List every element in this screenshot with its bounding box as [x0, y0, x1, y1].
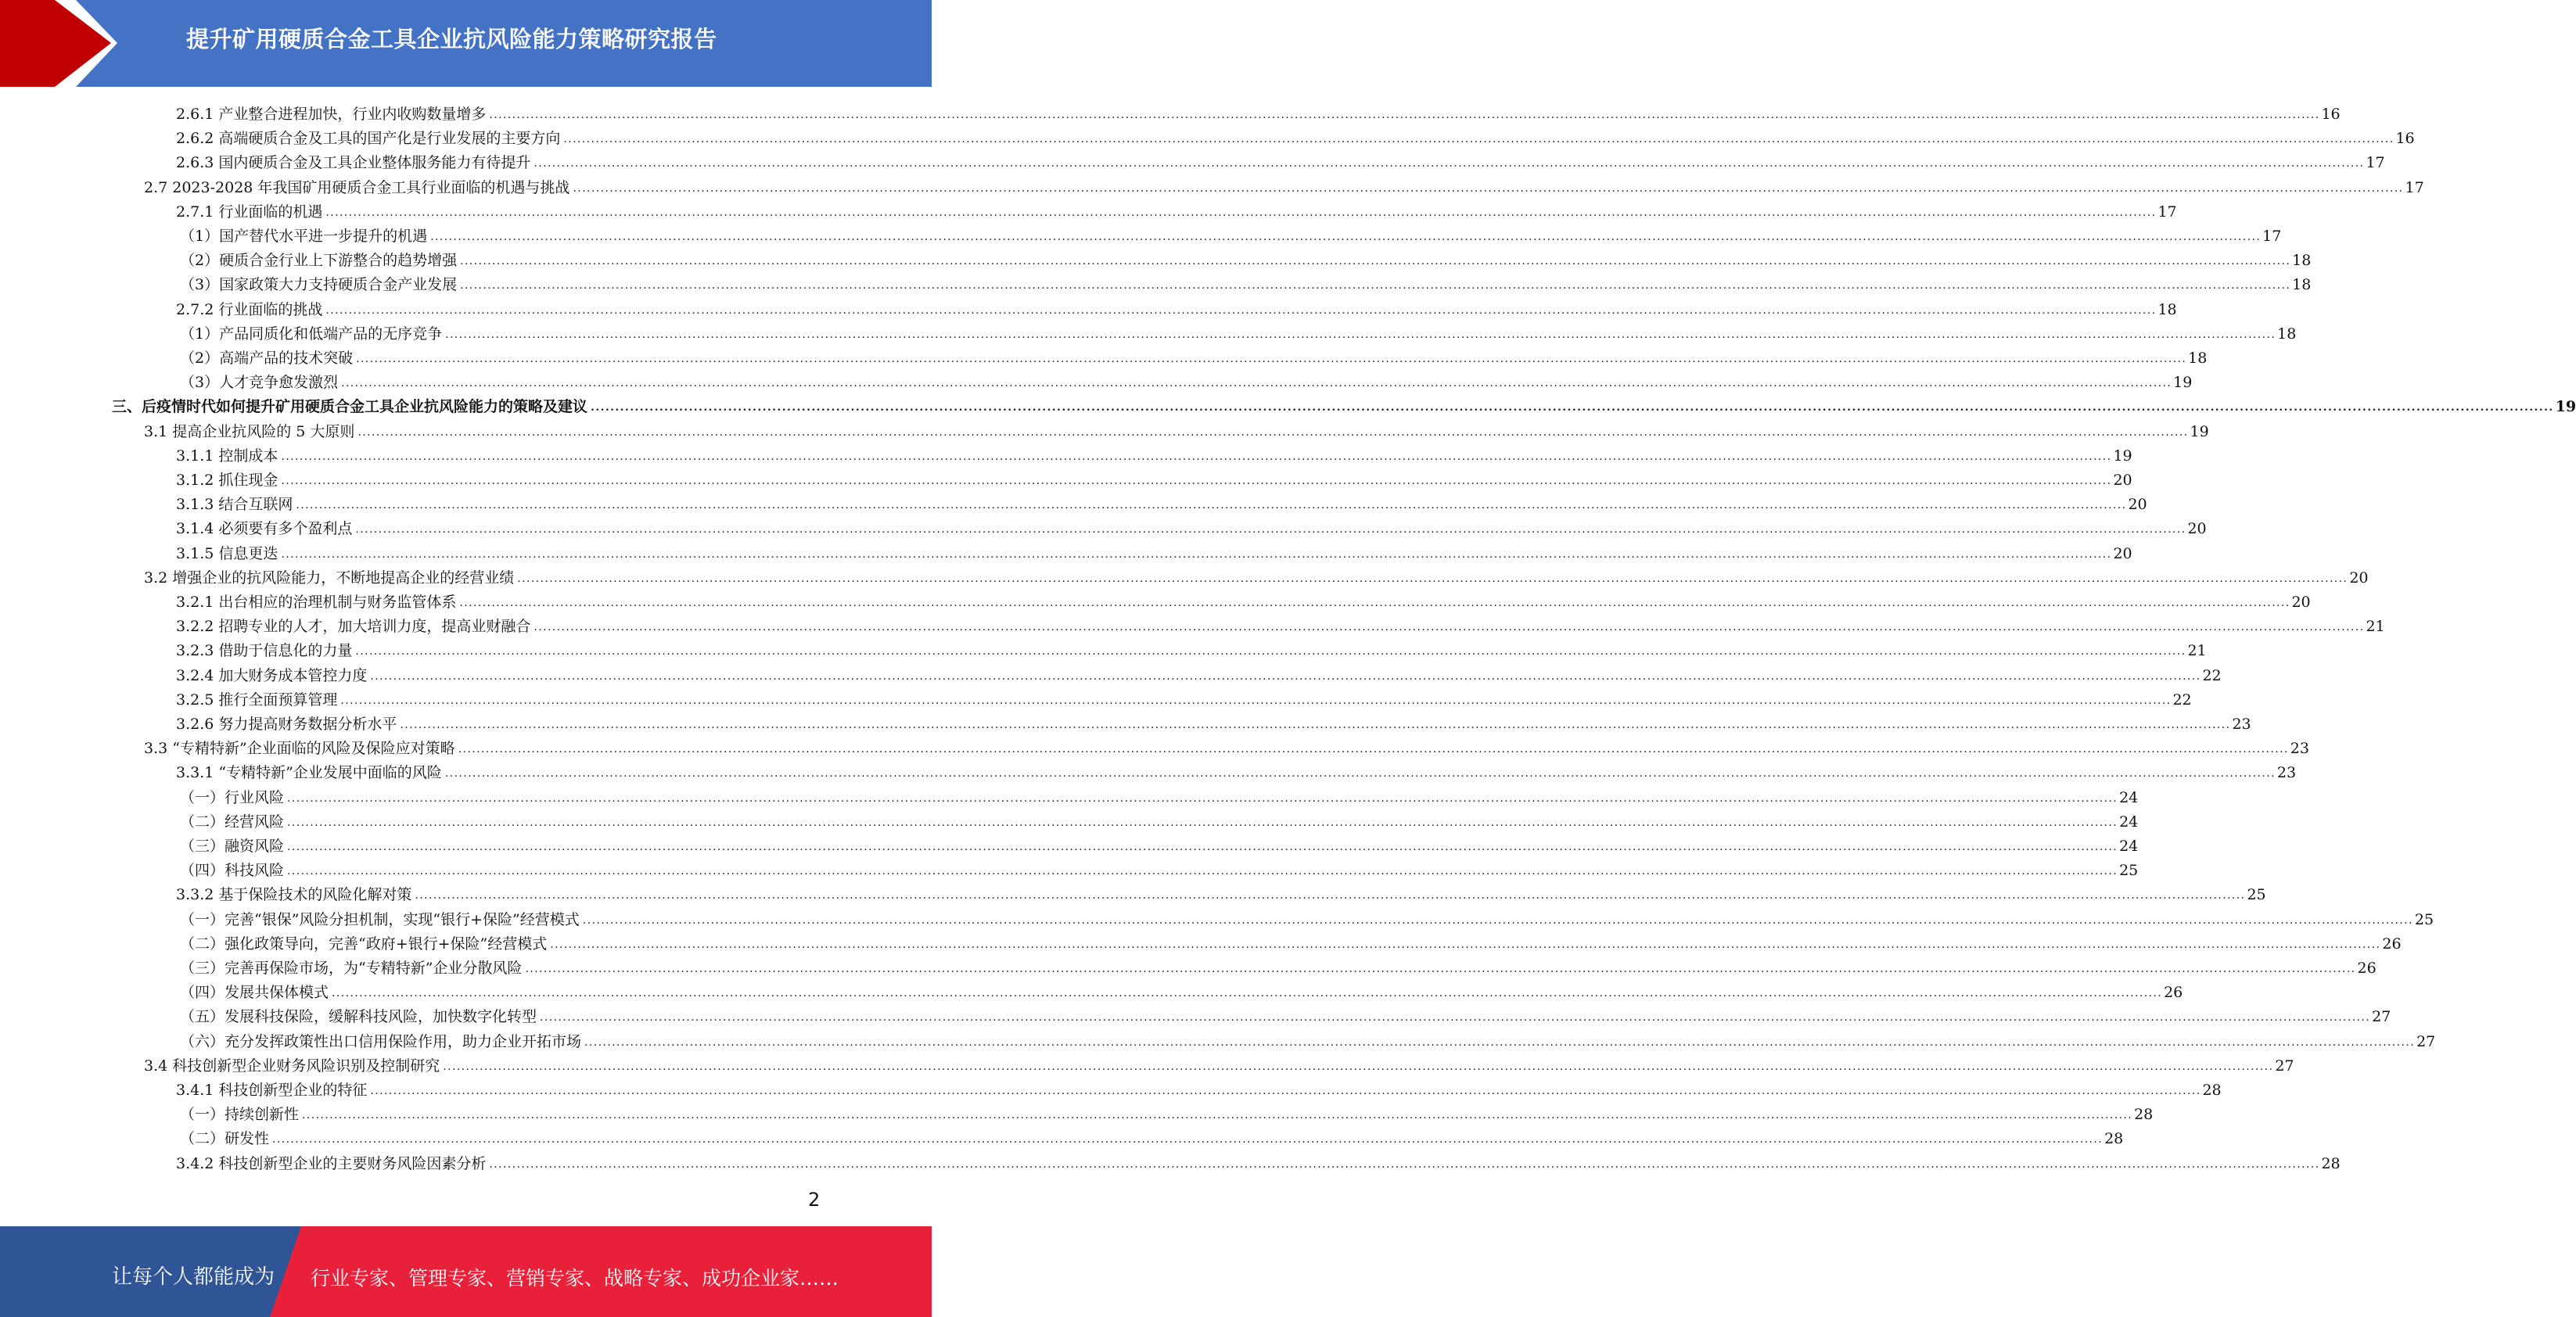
toc-entry[interactable]	[144, 563, 2369, 587]
toc-entry-label: 2.7.2 行业面临的挑战	[176, 301, 323, 318]
toc-entry-label: 2.6.2 高端硬质合金及工具的国产化是行业发展的主要方向	[176, 130, 561, 147]
toc-entry[interactable]	[180, 1002, 2391, 1026]
toc-entry-label: 3.4.2 科技创新型企业的主要财务风险因素分析	[176, 1155, 487, 1172]
toc-leader-dots: ................................................................................................................................................................................................................................................................................................................................................................................................................	[489, 1158, 2320, 1171]
toc-entry-label: （四）科技风险	[180, 862, 285, 879]
toc-entry-label: （六）充分发挥政策性出口信用保险作用，助力企业开拓市场	[180, 1033, 582, 1050]
toc-entry-label: 3.1.3 结合互联网	[176, 496, 293, 513]
toc-entry-label: （二）强化政策导向，完善“政府+银行+保险”经营模式	[180, 935, 548, 953]
toc-entry-label: 3.4.1 科技创新型企业的特征	[176, 1082, 368, 1099]
footer-slogan-right: 行业专家、管理专家、营销专家、战略专家、成功企业家……	[311, 1267, 839, 1290]
toc-entry[interactable]	[176, 1149, 2341, 1173]
toc-entry-page: 23	[2276, 764, 2297, 781]
toc-entry-page: 27	[2372, 1008, 2391, 1025]
toc-entry-label: 3.3 “专精特新”企业面临的风险及保险应对策略	[144, 740, 455, 757]
toc-entry[interactable]	[180, 905, 2434, 929]
toc-entry-page: 24	[2119, 813, 2139, 831]
toc-entry-page: 22	[2202, 667, 2222, 684]
toc-leader-dots: ................................................................................................................................................................................................................................................................................................................................................................................................................	[460, 279, 2291, 292]
toc-entry-page: 18	[2188, 350, 2208, 367]
toc-entry-page: 16	[2395, 130, 2415, 147]
toc-leader-dots: ................................................................................................................................................................................................................................................................................................................................................................................................................	[534, 621, 2365, 633]
toc-entry-page: 19	[2190, 423, 2209, 440]
toc-entry-page: 19	[2173, 374, 2193, 391]
toc-leader-dots: ................................................................................................................................................................................................................................................................................................................................................................................................................	[272, 1133, 2104, 1146]
toc-entry[interactable]	[180, 246, 2312, 270]
toc-entry-page: 20	[2128, 496, 2147, 513]
toc-leader-dots: ................................................................................................................................................................................................................................................................................................................................................................................................................	[325, 304, 2157, 317]
toc-entry[interactable]	[180, 270, 2312, 294]
toc-leader-dots: ................................................................................................................................................................................................................................................................................................................................................................................................................	[357, 426, 2189, 439]
toc-entry-page: 23	[2232, 716, 2251, 733]
toc-leader-dots: ................................................................................................................................................................................................................................................................................................................................................................................................................	[582, 914, 2413, 927]
toc-entry[interactable]	[180, 856, 2139, 880]
toc-entry-page: 20	[2113, 545, 2132, 562]
toc-entry-page: 26	[2357, 960, 2377, 977]
toc-entry-page: 27	[2275, 1057, 2294, 1075]
toc-entry[interactable]	[176, 758, 2297, 782]
toc-leader-dots: ................................................................................................................................................................................................................................................................................................................................................................................................................	[540, 1011, 2371, 1024]
toc-entry-page: 22	[2172, 691, 2192, 709]
toc-entry-page: 26	[2164, 984, 2183, 1001]
toc-leader-dots: ................................................................................................................................................................................................................................................................................................................................................................................................................	[302, 1109, 2133, 1121]
toc-entry-page: 18	[2292, 252, 2312, 269]
toc-entry-page: 17	[2262, 228, 2282, 245]
toc-entry-label: 2.6.3 国内硬质合金及工具企业整体服务能力有待提升	[176, 154, 531, 171]
toc-entry[interactable]	[180, 1100, 2154, 1124]
toc-leader-dots: ................................................................................................................................................................................................................................................................................................................................................................................................................	[445, 328, 2276, 341]
toc-leader-dots: ................................................................................................................................................................................................................................................................................................................................................................................................................	[370, 1085, 2201, 1097]
toc-entry[interactable]	[180, 221, 2282, 246]
toc-entry-label: 3.4 科技创新型企业财务风险识别及控制研究	[144, 1057, 440, 1075]
toc-entry[interactable]	[176, 612, 2385, 636]
toc-entry[interactable]	[180, 831, 2139, 856]
toc-leader-dots: ................................................................................................................................................................................................................................................................................................................................................................................................................	[459, 597, 2290, 609]
toc-leader-dots: ................................................................................................................................................................................................................................................................................................................................................................................................................	[443, 1060, 2274, 1073]
toc-entry-page: 20	[2187, 520, 2207, 537]
toc-leader-dots: ................................................................................................................................................................................................................................................................................................................................................................................................................	[340, 694, 2172, 707]
toc-leader-dots: ................................................................................................................................................................................................................................................................................................................................................................................................................	[550, 938, 2381, 951]
toc-entry-page: 20	[2113, 472, 2132, 489]
toc-entry[interactable]	[176, 514, 2207, 538]
toc-leader-dots: ................................................................................................................................................................................................................................................................................................................................................................................................................	[430, 231, 2262, 243]
toc-entry-label: （五）发展科技保险，缓解科技风险，加快数字化转型	[180, 1008, 537, 1025]
toc-entry-label: 3.1 提高企业抗风险的 5 大原则	[144, 423, 355, 440]
toc-entry[interactable]	[180, 343, 2208, 368]
toc-entry-page: 21	[2187, 642, 2207, 659]
toc-entry-label: （1）产品同质化和低端产品的无序竞争	[180, 325, 443, 343]
toc-entry[interactable]	[176, 880, 2266, 904]
toc-leader-dots: ................................................................................................................................................................................................................................................................................................................................................................................................................	[400, 719, 2231, 731]
toc-entry-label: （2）硬质合金行业上下游整合的趋势增强	[180, 252, 458, 269]
toc-entry-page: 18	[2157, 301, 2177, 318]
toc-leader-dots: ................................................................................................................................................................................................................................................................................................................................................................................................................	[325, 206, 2157, 219]
footer-slogan-left: 让每个人都能成为	[112, 1265, 275, 1289]
toc-entry-page: 28	[2104, 1130, 2124, 1147]
toc-entry[interactable]	[144, 1051, 2294, 1075]
toc-leader-dots: ................................................................................................................................................................................................................................................................................................................................................................................................................	[591, 401, 2554, 414]
toc-entry[interactable]	[176, 490, 2147, 514]
toc-entry-page: 28	[2321, 1155, 2341, 1172]
toc-entry-page: 18	[2292, 276, 2312, 293]
toc-entry-page: 24	[2119, 789, 2139, 806]
toc-entry[interactable]	[176, 197, 2177, 221]
toc-entry-page: 17	[2405, 179, 2424, 196]
toc-entry[interactable]	[176, 124, 2415, 148]
toc-entry[interactable]	[176, 295, 2177, 319]
toc-entry[interactable]	[180, 953, 2377, 978]
toc-leader-dots: ................................................................................................................................................................................................................................................................................................................................................................................................................	[563, 133, 2395, 145]
toc-entry-label: 2.6.1 产业整合进程加快，行业内收购数量增多	[176, 106, 487, 123]
toc-entry-label: 3.1.1 控制成本	[176, 447, 278, 465]
toc-leader-dots: ................................................................................................................................................................................................................................................................................................................................................................................................................	[444, 767, 2276, 780]
toc-entry[interactable]	[176, 148, 2385, 172]
toc-entry-page: 16	[2321, 106, 2341, 123]
toc-entry-page: 17	[2366, 154, 2385, 171]
header-arrow-icon	[0, 0, 111, 87]
toc-entry[interactable]	[176, 709, 2251, 734]
toc-entry-page: 18	[2277, 325, 2297, 343]
toc-entry-page: 20	[2349, 569, 2369, 587]
toc-entry[interactable]	[180, 929, 2402, 953]
toc-entry[interactable]	[176, 661, 2222, 685]
toc-entry[interactable]	[176, 539, 2132, 563]
toc-leader-dots: ................................................................................................................................................................................................................................................................................................................................................................................................................	[281, 548, 2112, 561]
toc-entry[interactable]	[176, 99, 2341, 124]
toc-entry-page: 17	[2157, 203, 2177, 221]
toc-entry-label: （四）发展共保体模式	[180, 984, 329, 1001]
toc-entry[interactable]	[176, 587, 2311, 612]
toc-leader-dots: ................................................................................................................................................................................................................................................................................................................................................................................................................	[573, 182, 2404, 195]
toc-entry-label: （一）完善“银保”风险分担机制，实现“银行+保险”经营模式	[180, 911, 580, 928]
toc-entry-label: 3.2.4 加大财务成本管控力度	[176, 667, 368, 684]
toc-entry-page: 28	[2202, 1082, 2222, 1099]
toc-entry[interactable]	[144, 734, 2309, 758]
toc-entry-label: 三、后疫情时代如何提升矿用硬质合金工具企业抗风险能力的策略及建议	[112, 398, 588, 415]
toc-leader-dots: ................................................................................................................................................................................................................................................................................................................................................................................................................	[525, 963, 2356, 975]
toc-entry-page: 24	[2119, 838, 2139, 855]
toc-leader-dots: ................................................................................................................................................................................................................................................................................................................................................................................................................	[584, 1036, 2416, 1049]
toc-entry[interactable]	[144, 417, 2209, 441]
toc-entry-label: 3.1.4 必须要有多个盈利点	[176, 520, 353, 537]
toc-entry-label: 3.2.6 努力提高财务数据分析水平	[176, 716, 397, 733]
toc-leader-dots: ................................................................................................................................................................................................................................................................................................................................................................................................................	[332, 987, 2163, 999]
toc-entry-page: 20	[2291, 594, 2311, 611]
toc-entry-page: 25	[2119, 862, 2139, 879]
toc-leader-dots: ................................................................................................................................................................................................................................................................................................................................................................................................................	[415, 889, 2246, 902]
page-footer	[0, 1226, 932, 1317]
toc-leader-dots: ................................................................................................................................................................................................................................................................................................................................................................................................................	[287, 792, 2118, 805]
toc-entry-label: 3.3.2 基于保险技术的风险化解对策	[176, 886, 412, 903]
toc-entry[interactable]	[180, 319, 2297, 343]
toc-entry-page: 26	[2382, 935, 2402, 953]
toc-entry[interactable]	[180, 807, 2139, 831]
toc-entry-label: （3）国家政策大力支持硬质合金产业发展	[180, 276, 458, 293]
toc-leader-dots: ................................................................................................................................................................................................................................................................................................................................................................................................................	[281, 475, 2112, 487]
toc-entry-label: （三）融资风险	[180, 838, 285, 855]
toc-entry-label: 3.1.5 信息更迭	[176, 545, 278, 562]
toc-entry[interactable]	[180, 783, 2139, 807]
toc-leader-dots: ................................................................................................................................................................................................................................................................................................................................................................................................................	[370, 670, 2201, 683]
toc-leader-dots: ................................................................................................................................................................................................................................................................................................................................................................................................................	[355, 645, 2186, 658]
toc-entry[interactable]	[176, 636, 2207, 660]
toc-entry-page: 27	[2416, 1033, 2436, 1050]
toc-entry[interactable]	[112, 392, 2576, 416]
toc-entry-page: 19	[2555, 398, 2576, 415]
toc-entry[interactable]	[180, 1027, 2436, 1051]
toc-entry-page: 28	[2134, 1106, 2154, 1123]
toc-entry[interactable]	[180, 1124, 2124, 1148]
toc-entry-label: （3）人才竞争愈发激烈	[180, 374, 339, 391]
toc-entry-label: 3.3.1 “专精特新”企业发展中面临的风险	[176, 764, 442, 781]
toc-entry-page: 25	[2247, 886, 2266, 903]
toc-entry-label: 3.2.1 出台相应的治理机制与财务监管体系	[176, 594, 457, 611]
toc-entry-page: 23	[2290, 740, 2309, 757]
toc-leader-dots: ................................................................................................................................................................................................................................................................................................................................................................................................................	[287, 816, 2118, 829]
toc-entry[interactable]	[144, 173, 2424, 197]
toc-entry[interactable]	[176, 465, 2132, 490]
toc-leader-dots: ................................................................................................................................................................................................................................................................................................................................................................................................................	[534, 157, 2365, 170]
toc-leader-dots: ................................................................................................................................................................................................................................................................................................................................................................................................................	[460, 255, 2291, 267]
toc-entry[interactable]	[176, 685, 2192, 709]
toc-leader-dots: ................................................................................................................................................................................................................................................................................................................................................................................................................	[356, 353, 2187, 365]
toc-entry[interactable]	[180, 368, 2193, 392]
toc-leader-dots: ................................................................................................................................................................................................................................................................................................................................................................................................................	[296, 499, 2127, 511]
toc-entry-label: 3.2.2 招聘专业的人才，加大培训力度，提高业财融合	[176, 618, 531, 635]
report-title: 提升矿用硬质合金工具企业抗风险能力策略研究报告	[186, 26, 717, 52]
toc-entry[interactable]	[180, 978, 2183, 1002]
toc-entry-label: 2.7 2023-2028 年我国矿用硬质合金工具行业面临的机遇与挑战	[144, 179, 570, 196]
toc-entry-page: 21	[2366, 618, 2385, 635]
toc-entry-page: 19	[2113, 447, 2132, 465]
toc-leader-dots: ................................................................................................................................................................................................................................................................................................................................................................................................................	[458, 743, 2289, 755]
toc-entry-label: 3.2.3 借助于信息化的力量	[176, 642, 353, 659]
toc-leader-dots: ................................................................................................................................................................................................................................................................................................................................................................................................................	[489, 109, 2320, 121]
toc-entry[interactable]	[176, 441, 2132, 465]
toc-leader-dots: ................................................................................................................................................................................................................................................................................................................................................................................................................	[341, 377, 2172, 389]
toc-entry-label: 3.1.2 抓住现金	[176, 472, 278, 489]
toc-entry-label: 3.2.5 推行全面预算管理	[176, 691, 338, 709]
toc-entry-label: （一）持续创新性	[180, 1106, 300, 1123]
toc-entry-label: （二）经营风险	[180, 813, 285, 831]
toc-entry-label: （三）完善再保险市场，为“专精特新”企业分散风险	[180, 960, 523, 977]
page-number: 2	[808, 1189, 821, 1211]
toc-leader-dots: ................................................................................................................................................................................................................................................................................................................................................................................................................	[287, 865, 2118, 877]
toc-entry-label: （一）行业风险	[180, 789, 285, 806]
toc-entry-label: 2.7.1 行业面临的机遇	[176, 203, 323, 221]
toc-entry-label: （二）研发性	[180, 1130, 270, 1147]
toc-entry[interactable]	[176, 1075, 2222, 1100]
toc-entry-label: （1）国产替代水平进一步提升的机遇	[180, 228, 428, 245]
toc-entry-label: 3.2 增强企业的抗风险能力，不断地提高企业的经营业绩	[144, 569, 515, 587]
toc-leader-dots: ................................................................................................................................................................................................................................................................................................................................................................................................................	[281, 450, 2112, 463]
toc-leader-dots: ................................................................................................................................................................................................................................................................................................................................................................................................................	[355, 523, 2186, 536]
toc-leader-dots: ................................................................................................................................................................................................................................................................................................................................................................................................................	[287, 841, 2118, 853]
page-header	[0, 0, 932, 87]
toc-entry-page: 25	[2414, 911, 2434, 928]
toc-entry-label: （2）高端产品的技术突破	[180, 350, 354, 367]
toc-leader-dots: ................................................................................................................................................................................................................................................................................................................................................................................................................	[517, 572, 2348, 585]
